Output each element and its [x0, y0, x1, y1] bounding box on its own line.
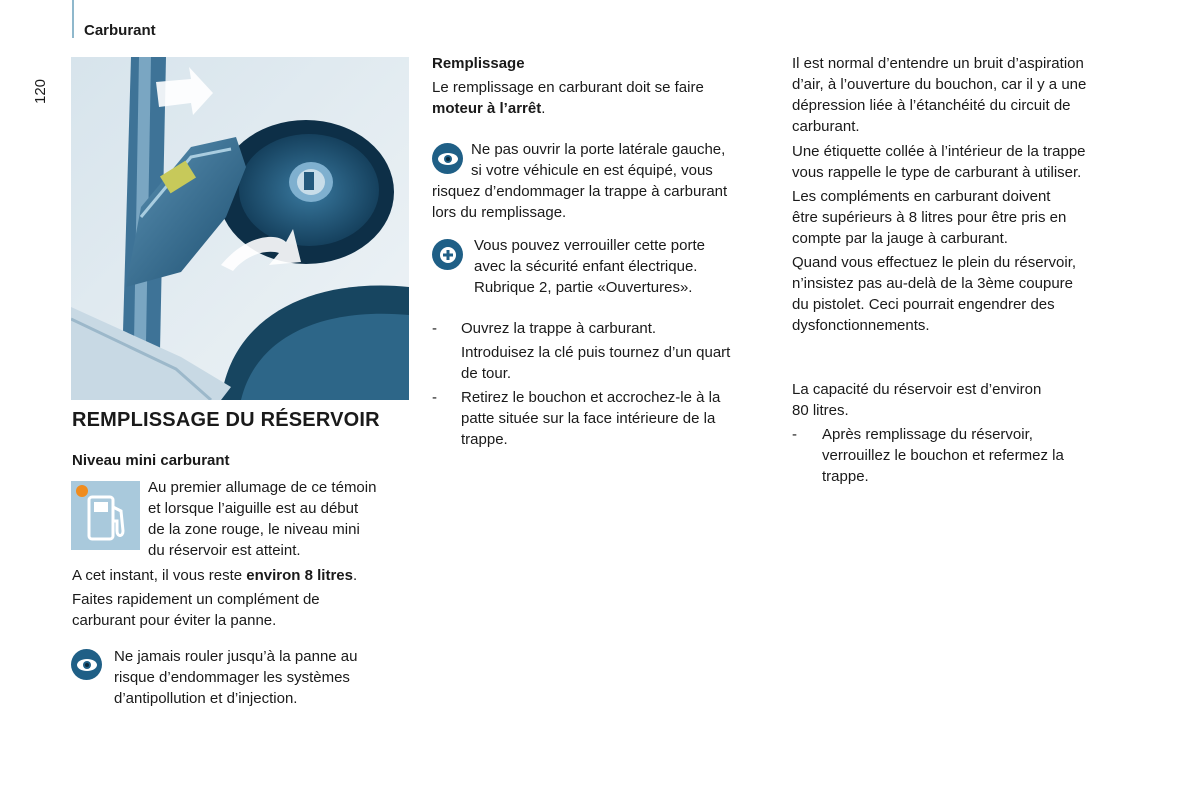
- plus-icon: [432, 239, 463, 270]
- note-securite-enfant: [474, 235, 774, 298]
- section-title: Carburant: [84, 22, 156, 39]
- text-line: Les compléments en carburant doivent: [792, 188, 1051, 205]
- paragraph-etiquette: [792, 141, 1132, 183]
- header-rule: [72, 0, 74, 38]
- reste-text: A cet instant, il vous reste: [72, 567, 247, 584]
- text-line: Après remplissage du réservoir,: [822, 426, 1033, 443]
- list-item: [792, 424, 1132, 487]
- text-line: Quand vous effectuez le plein du réservoir,: [792, 254, 1077, 271]
- text-line: carburant pour éviter la panne.: [72, 612, 277, 629]
- text-line: être supérieurs à 8 litres pour être pris en: [792, 209, 1067, 226]
- section-heading: REMPLISSAGE DU RÉSERVOIR: [72, 409, 380, 431]
- reste-suffix: .: [352, 567, 358, 584]
- intro-bold: moteur à l’arrêt: [432, 100, 542, 117]
- note-panne: [114, 646, 404, 709]
- list-item: [432, 318, 777, 339]
- list-item: [432, 387, 777, 450]
- fuel-warning-text: [148, 477, 418, 561]
- text-line: de tour.: [461, 365, 512, 382]
- fuel-warning-icon: [71, 481, 140, 550]
- text-line: de la zone rouge, le niveau mini: [148, 521, 360, 538]
- text-line: 80 litres.: [792, 402, 849, 419]
- text-line: dysfonctionnements.: [792, 317, 930, 334]
- faites-paragraph: [72, 589, 412, 631]
- reste-paragraph: [72, 565, 412, 586]
- paragraph-aspiration: [792, 53, 1132, 137]
- fuel-flap-illustration: [71, 57, 409, 400]
- text-line: Faites rapidement un complément de: [72, 591, 320, 608]
- text-line: si votre véhicule en est équipé, vous: [471, 162, 713, 179]
- paragraph-complements: [792, 186, 1132, 249]
- text-line: Ne pas ouvrir la porte latérale gauche,: [471, 141, 726, 158]
- text-line: risque d’endommager les systèmes: [114, 669, 350, 686]
- list-dash: -: [432, 320, 437, 337]
- text-line: lors du remplissage.: [432, 204, 567, 221]
- text-line: trappe.: [822, 468, 869, 485]
- page-number: 120: [32, 78, 49, 104]
- text-line: d’antipollution et d’injection.: [114, 690, 298, 707]
- text-line: [432, 98, 772, 119]
- text-line: Introduisez la clé puis tournez d’un quart: [461, 344, 731, 361]
- text-line: Retirez le bouchon et accrochez-le à la: [461, 389, 721, 406]
- intro-paragraph: [432, 77, 772, 119]
- text-line: trappe.: [461, 431, 508, 448]
- text-line: n’insistez pas au-delà de la 3ème coupure: [792, 275, 1074, 292]
- text-line: carburant.: [792, 118, 860, 135]
- list-dash: -: [792, 426, 797, 443]
- text-line: Ouvrez la trappe à carburant.: [461, 320, 657, 337]
- step-retirez: [432, 387, 777, 450]
- text-line: La capacité du réservoir est d’environ: [792, 381, 1042, 398]
- step-introduisez: [432, 342, 777, 384]
- text-line: Une étiquette collée à l’intérieur de la trappe: [792, 143, 1086, 160]
- text-line: Ne jamais rouler jusqu’à la panne au: [114, 648, 358, 665]
- text-line: du réservoir est atteint.: [148, 542, 301, 559]
- text-line: et lorsque l’aiguille est au début: [148, 500, 359, 517]
- text-line: risquez d’endommager la trappe à carburant: [432, 183, 728, 200]
- note-porte-laterale: [432, 139, 777, 223]
- subheading-remplissage: Remplissage: [432, 55, 525, 72]
- text-line: d’air, à l’ouverture du bouchon, car il y a une: [792, 76, 1087, 93]
- text-line: Rubrique 2, partie «Ouvertures».: [474, 279, 693, 296]
- text-line: Au premier allumage de ce témoin: [148, 479, 377, 496]
- eye-icon: [71, 649, 102, 680]
- text-line: Vous pouvez verrouiller cette porte: [474, 237, 705, 254]
- text-line: Le remplissage en carburant doit se faire: [432, 79, 704, 96]
- step-apres-remplissage: [792, 424, 1132, 487]
- paragraph-plein: [792, 252, 1132, 336]
- text-line: compte par la jauge à carburant.: [792, 230, 1008, 247]
- list-dash: -: [432, 389, 437, 406]
- text-line: vous rappelle le type de carburant à utiliser.: [792, 164, 1082, 181]
- intro-suffix: .: [541, 100, 546, 117]
- text-line: du pistolet. Ceci pourrait engendrer des: [792, 296, 1055, 313]
- text-line: avec la sécurité enfant électrique.: [474, 258, 698, 275]
- text-line: Il est normal d’entendre un bruit d’aspiration: [792, 55, 1084, 72]
- text-line: verrouillez le bouchon et refermez la: [822, 447, 1064, 464]
- step-ouvrez: [432, 318, 777, 384]
- paragraph-capacite: [792, 379, 1132, 421]
- text-line: patte située sur la face intérieure de la: [461, 410, 716, 427]
- text-line: dépression liée à l’étanchéité du circuit de: [792, 97, 1071, 114]
- subheading-niveau-mini: Niveau mini carburant: [72, 452, 230, 469]
- reste-bold: environ 8 litres: [246, 567, 353, 584]
